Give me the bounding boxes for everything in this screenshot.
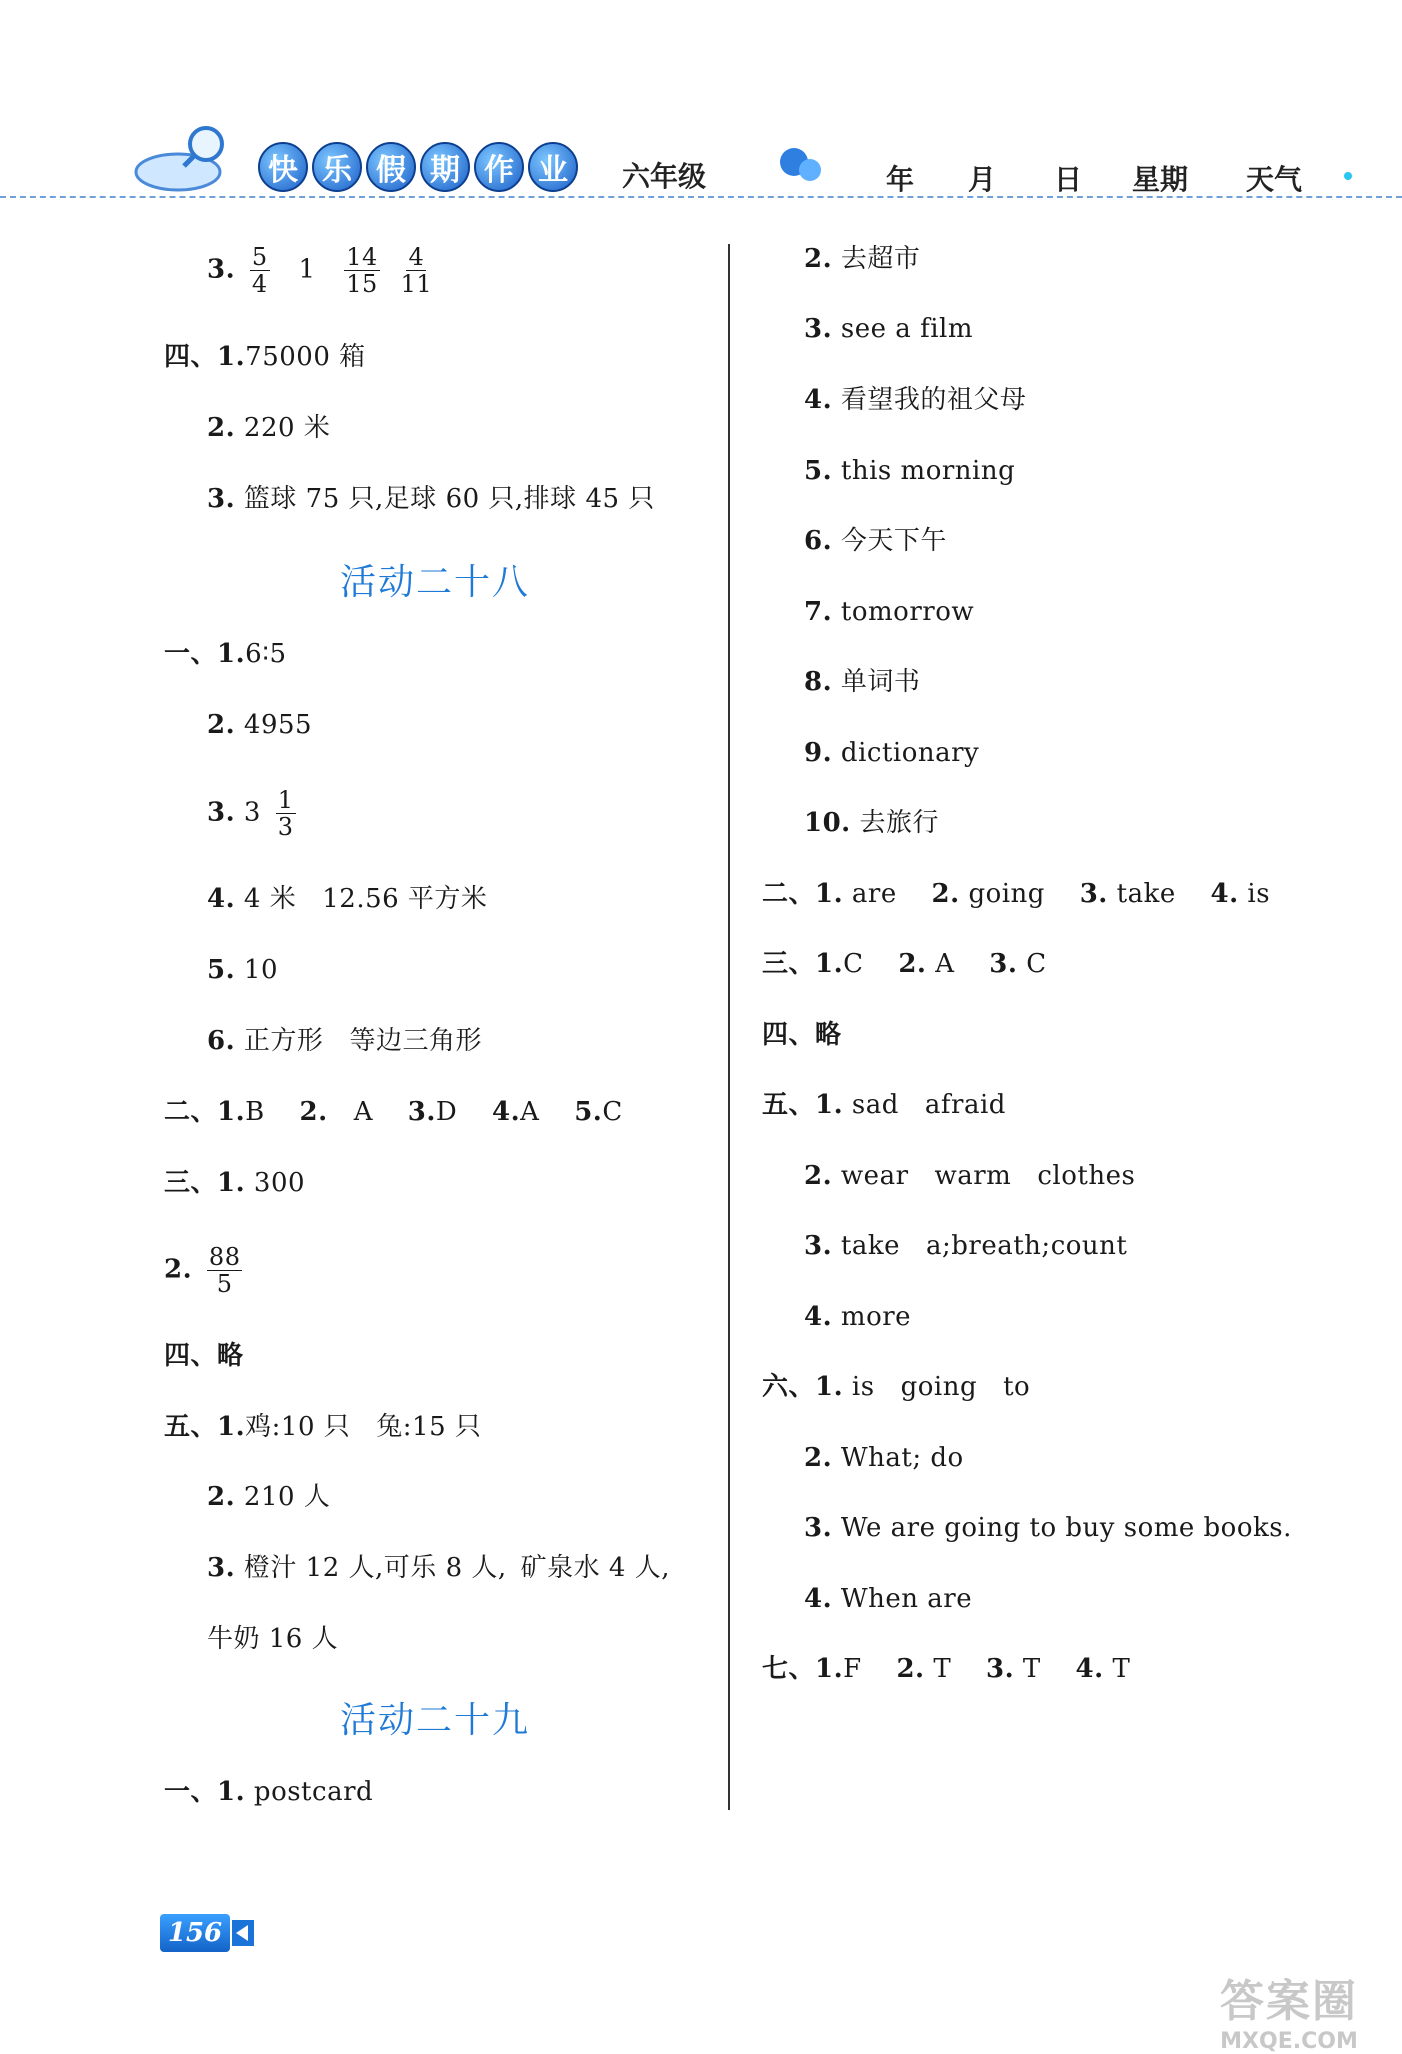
item-number: 4. xyxy=(207,884,236,914)
answer-text: this morning xyxy=(840,456,1016,486)
answer-line: 牛奶 16 人 xyxy=(207,1624,339,1654)
page-number: 156 xyxy=(160,1914,230,1952)
answer-value: T xyxy=(1112,1654,1131,1684)
date-year: 年 xyxy=(886,163,915,196)
numerator: 88 xyxy=(208,1243,241,1271)
item-number: 3. xyxy=(1079,879,1108,909)
denominator: 11 xyxy=(400,270,433,298)
answer-line xyxy=(804,383,1026,417)
item-number: 3. xyxy=(207,797,236,828)
answer-line xyxy=(804,665,920,699)
answer-line xyxy=(207,787,302,840)
answer-line xyxy=(762,1088,1006,1122)
answer-value: A xyxy=(520,1097,540,1127)
item-number: 4. xyxy=(804,385,833,415)
date-weekday: 星期 xyxy=(1132,163,1189,196)
answer-text: 10 xyxy=(243,955,279,985)
fraction xyxy=(344,244,380,297)
answer-line xyxy=(804,736,979,770)
item-number: 4. xyxy=(1210,879,1239,909)
answer-line xyxy=(804,1511,1292,1545)
item-number: 5. xyxy=(574,1097,603,1127)
section-heading: 活动二十九 xyxy=(340,1700,531,1741)
answer-text: postcard xyxy=(253,1777,374,1807)
header-dot-icon xyxy=(1344,172,1352,180)
answer-line xyxy=(164,340,366,374)
answer-text: 正方形 xyxy=(243,1026,324,1056)
answer-value: T xyxy=(933,1654,952,1684)
item-number: 三、1. xyxy=(164,1168,246,1198)
page-arrow-icon xyxy=(232,1920,254,1946)
answer-line xyxy=(804,524,947,558)
answer-text: going xyxy=(900,1372,978,1402)
answer-line: 四、略 xyxy=(762,1020,842,1050)
answer-value: A xyxy=(353,1097,373,1127)
header-logo-icon xyxy=(128,120,238,195)
item-number: 一、1. xyxy=(164,639,246,669)
item-number: 8. xyxy=(804,667,833,697)
answer-text: see a film xyxy=(840,314,973,344)
grade-label: 六年级 xyxy=(622,160,707,193)
answer-text: 等边三角形 xyxy=(349,1026,482,1056)
item-number: 4. xyxy=(492,1097,521,1127)
answer-value: A xyxy=(935,949,955,979)
item-number: 一、1. xyxy=(164,1777,246,1807)
fraction xyxy=(207,1244,243,1297)
item-number: 2. xyxy=(299,1097,328,1127)
answer-text: When are xyxy=(840,1584,973,1614)
item-number: 5. xyxy=(804,456,833,486)
fraction xyxy=(250,244,270,297)
watermark-text: 答案圈 xyxy=(1220,1976,1358,2027)
answer-value: T xyxy=(1022,1654,1041,1684)
item-number: 3. xyxy=(986,1654,1015,1684)
numerator: 1 xyxy=(277,786,294,814)
brand-char: 业 xyxy=(528,142,578,192)
brand-char: 作 xyxy=(474,142,524,192)
item-number: 三、1. xyxy=(762,949,844,979)
item-number: 4. xyxy=(804,1302,833,1332)
answer-line xyxy=(804,1441,964,1475)
answer-text: 12.56 平方米 xyxy=(322,884,488,914)
answer-text: 篮球 75 只,足球 60 只,排球 45 只 xyxy=(243,484,655,514)
item-number: 2. xyxy=(896,1654,925,1684)
item-number: 3. xyxy=(804,1231,833,1261)
answer-line xyxy=(207,1551,670,1585)
answer-text: sad xyxy=(851,1090,899,1120)
answer-line xyxy=(207,953,278,987)
answer-line xyxy=(207,411,330,445)
denominator: 5 xyxy=(216,1270,233,1298)
answer-line xyxy=(804,595,974,629)
numerator: 5 xyxy=(251,243,268,271)
answer-line xyxy=(804,454,1015,488)
item-number: 2. xyxy=(804,244,833,274)
answer-text: 220 米 xyxy=(243,413,331,443)
item-number: 5. xyxy=(207,955,236,985)
answer-text: tomorrow xyxy=(840,597,975,627)
answer-value: B xyxy=(245,1097,265,1127)
item-number: 9. xyxy=(804,738,833,768)
answer-line xyxy=(804,1229,1127,1263)
answer-text: 75000 箱 xyxy=(245,342,366,372)
answer-value: C xyxy=(843,949,864,979)
item-number: 3. xyxy=(207,254,236,285)
answer-line xyxy=(804,242,920,276)
brand-char: 期 xyxy=(420,142,470,192)
item-number: 七、1. xyxy=(762,1654,844,1684)
watermark xyxy=(1220,1965,1358,2054)
answer-line xyxy=(164,1410,481,1444)
denominator: 3 xyxy=(277,813,294,841)
answer-line xyxy=(804,312,973,346)
answer-text: 3 xyxy=(243,797,261,828)
answer-text: wear xyxy=(840,1161,909,1191)
fraction xyxy=(276,787,296,840)
item-number: 五、1. xyxy=(762,1090,844,1120)
answer-text: afraid xyxy=(924,1090,1006,1120)
item-number: 二、1. xyxy=(164,1097,246,1127)
answer-line xyxy=(804,806,939,840)
answer-text: 4955 xyxy=(243,710,313,740)
answer-value: D xyxy=(435,1097,458,1127)
answer-text: to xyxy=(1003,1372,1031,1402)
answer-text: warm xyxy=(934,1161,1012,1191)
answer-value: going xyxy=(968,879,1045,909)
answer-text: 6∶5 xyxy=(245,639,287,669)
answer-text: 今天下午 xyxy=(840,526,947,556)
answer-line xyxy=(207,1024,482,1058)
answer-text: dictionary xyxy=(840,738,980,768)
brand-char: 假 xyxy=(366,142,416,192)
header-divider xyxy=(0,196,1402,198)
answer-line xyxy=(164,1095,623,1129)
answer-line xyxy=(762,1370,1030,1404)
answer-line xyxy=(207,1480,330,1514)
answer-text: We are going to buy some books. xyxy=(840,1513,1292,1543)
item-number: 六、1. xyxy=(762,1372,844,1402)
date-month: 月 xyxy=(968,163,997,196)
numerator: 4 xyxy=(408,243,425,271)
answer-text: 210 人 xyxy=(243,1482,331,1512)
denominator: 4 xyxy=(251,270,268,298)
item-number: 二、1. xyxy=(762,879,844,909)
answer-text: more xyxy=(840,1302,912,1332)
answer-value: F xyxy=(843,1654,862,1684)
answer-line xyxy=(762,1652,1130,1686)
answer-text: 橙汁 12 人,可乐 8 人, xyxy=(243,1553,507,1583)
item-number: 7. xyxy=(804,597,833,627)
item-number: 2. xyxy=(207,710,236,740)
item-number: 2. xyxy=(804,1443,833,1473)
item-number: 3. xyxy=(804,314,833,344)
answer-value: C xyxy=(1026,949,1047,979)
column-divider xyxy=(728,244,730,1810)
item-number: 6. xyxy=(804,526,833,556)
item-number: 2. xyxy=(164,1254,193,1285)
item-number: 3. xyxy=(407,1097,436,1127)
watermark-url: MXQE.COM xyxy=(1220,2029,1358,2054)
brand-char: 乐 xyxy=(312,142,362,192)
item-number: 2. xyxy=(898,949,927,979)
answer-line xyxy=(762,877,1270,911)
answer-value: are xyxy=(851,879,897,909)
answer-line xyxy=(804,1300,911,1334)
item-number: 6. xyxy=(207,1026,236,1056)
answer-line xyxy=(164,1775,373,1809)
balloon-icon xyxy=(776,144,826,194)
numerator: 14 xyxy=(346,243,378,271)
item-number: 2. xyxy=(207,1482,236,1512)
answer-line xyxy=(207,708,312,742)
answer-line xyxy=(207,482,655,516)
item-number: 五、1. xyxy=(164,1412,246,1442)
date-day: 日 xyxy=(1054,163,1083,196)
answer-value: C xyxy=(602,1097,623,1127)
answer-text: 4 米 xyxy=(243,884,297,914)
answer-text: 鸡:10 只 xyxy=(245,1412,351,1442)
answer-line xyxy=(804,1582,972,1616)
item-number: 3. xyxy=(804,1513,833,1543)
item-number: 4. xyxy=(1075,1654,1104,1684)
answer-text: 单词书 xyxy=(840,667,921,697)
answer-text: a;breath;count xyxy=(926,1231,1128,1261)
answer-text: clothes xyxy=(1037,1161,1136,1191)
answer-text: take xyxy=(840,1231,901,1261)
item-number: 3. xyxy=(207,484,236,514)
brand-char: 快 xyxy=(258,142,308,192)
answer-line: 四、略 xyxy=(164,1341,244,1371)
answer-text: What; do xyxy=(840,1443,964,1473)
answer-line xyxy=(164,1166,305,1200)
answer-text: 300 xyxy=(253,1168,306,1198)
item-number: 2. xyxy=(207,413,236,443)
answer-line xyxy=(804,1159,1135,1193)
answer-text: is xyxy=(851,1372,875,1402)
answer-text: 矿泉水 4 人, xyxy=(520,1553,670,1583)
item-number: 2. xyxy=(804,1161,833,1191)
answer-value: 1 xyxy=(298,254,316,285)
item-number: 2. xyxy=(931,879,960,909)
answer-text: 看望我的祖父母 xyxy=(840,385,1027,415)
section-heading: 活动二十八 xyxy=(340,562,531,603)
answer-line xyxy=(207,244,438,297)
fraction xyxy=(401,244,433,297)
answer-value: is xyxy=(1247,879,1271,909)
answer-text: 去超市 xyxy=(840,244,921,274)
answer-line xyxy=(164,637,287,671)
item-number: 四、1. xyxy=(164,342,246,372)
answer-line xyxy=(164,1244,248,1297)
answer-text: 去旅行 xyxy=(859,808,940,838)
denominator: 15 xyxy=(346,270,378,298)
brand-title xyxy=(258,142,582,192)
item-number: 3. xyxy=(207,1553,236,1583)
answer-text: 兔:15 只 xyxy=(376,1412,482,1442)
answer-line xyxy=(207,882,487,916)
item-number: 10. xyxy=(804,808,851,838)
item-number: 4. xyxy=(804,1584,833,1614)
answer-line xyxy=(762,947,1047,981)
date-weather: 天气 xyxy=(1246,163,1303,196)
answer-value: take xyxy=(1116,879,1176,909)
item-number: 3. xyxy=(989,949,1018,979)
